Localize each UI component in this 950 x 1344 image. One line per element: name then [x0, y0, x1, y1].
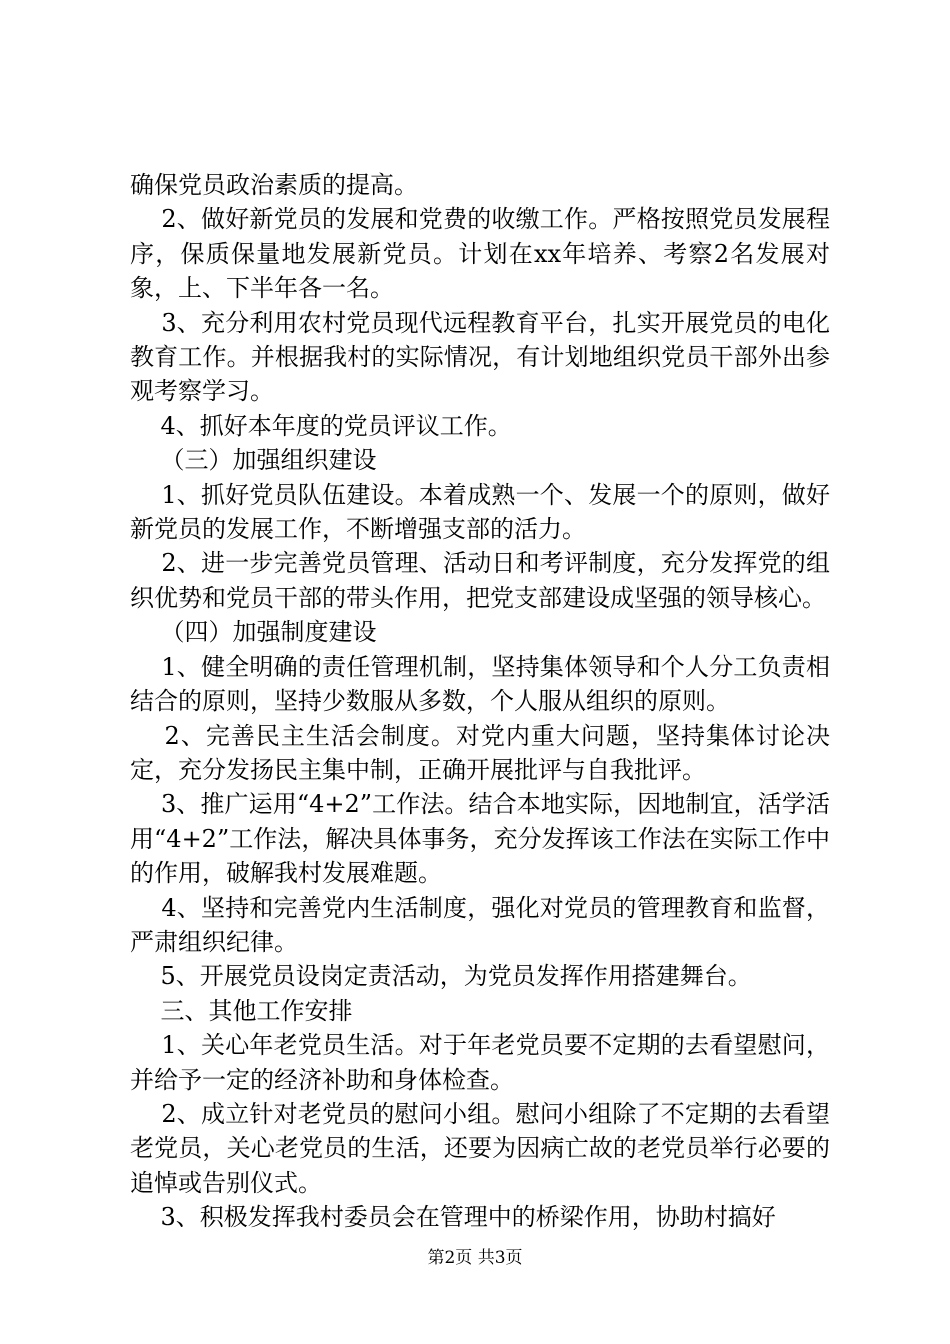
document-body — [130, 168, 830, 1235]
paragraph: 4、抓好本年度的党员评议工作。 — [130, 411, 512, 440]
paragraph: 3、积极发挥我村委员会在管理中的桥梁作用，协助村搞好 — [130, 1203, 776, 1232]
paragraph: 1、关心年老党员生活。对于年老党员要不定期的去看望慰问，并给予一定的经济补助和身体检查。 — [130, 1031, 830, 1094]
page-footer: 第2页 共3页 — [427, 1248, 523, 1268]
paragraph: 3、充分利用农村党员现代远程教育平台，扎实开展党员的电化教育工作。并根据我村的实际情况，有计划地组织党员干部外出参观考察学习。 — [130, 308, 830, 406]
paragraph: 2、完善民主生活会制度。对党内重大问题，坚持集体讨论决定，充分发扬民主集中制，正确开展批评与自我批评。 — [130, 721, 830, 784]
section-heading: （四）加强制度建设 — [130, 618, 377, 647]
paragraph: 5、开展党员设岗定责活动，为党员发挥作用搭建舞台。 — [130, 962, 752, 991]
paragraph: 1、抓好党员队伍建设。本着成熟一个、发展一个的原则，做好新党员的发展工作，不断增强支部的活力。 — [130, 480, 830, 544]
paragraph: 3、推广运用“4+2”工作法。结合本地实际，因地制宜，活学活用“4+2”工作法，解决具体事务，充分发挥该工作法在实际工作中的作用，破解我村发展难题。 — [130, 790, 830, 888]
paragraph: 4、坚持和完善党内生活制度，强化对党员的管理教育和监督，严肃组织纪律。 — [130, 893, 830, 956]
paragraph: 1、健全明确的责任管理机制，坚持集体领导和个人分工负责相结合的原则，坚持少数服从多数，个人服从组织的原则。 — [130, 652, 830, 716]
paragraph: 2、做好新党员的发展和党费的收缴工作。严格按照党员发展程序，保质保量地发展新党员。计划在xx年培养、考察2名发展对象，上、下半年各一名。 — [130, 205, 830, 303]
paragraph: 2、成立针对老党员的慰问小组。慰问小组除了不定期的去看望老党员，关心老党员的生活，还要为因病亡故的老党员举行必要的追悼或告别仪式。 — [130, 1099, 830, 1197]
paragraph: 2、进一步完善党员管理、活动日和考评制度，充分发挥党的组织优势和党员干部的带头作用，把党支部建设成坚强的领导核心。 — [130, 549, 830, 612]
section-heading: （三）加强组织建设 — [130, 446, 377, 475]
paragraph: 确保党员政治素质的提高。 — [130, 171, 418, 199]
section-heading: 三、其他工作安排 — [130, 996, 353, 1025]
